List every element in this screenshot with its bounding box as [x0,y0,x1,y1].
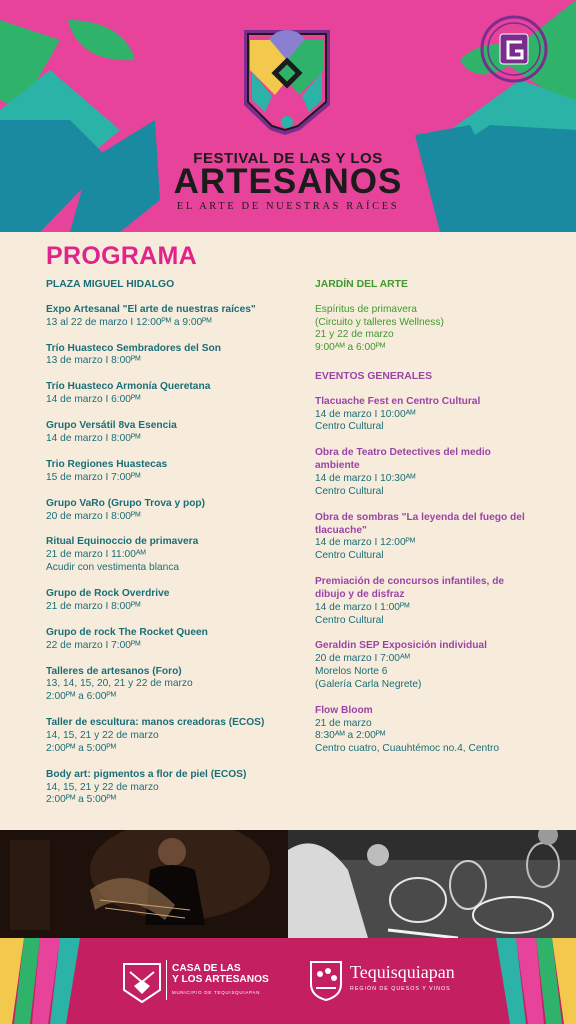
event-item [46,459,291,485]
event-title: Body art: pigmentos a flor de piel (ECOS) [46,768,247,780]
event-detail: Centro Cultural [315,550,384,562]
festival-title-line1: FESTIVAL DE LAS Y LOS [193,150,383,167]
event-title: Expo Artesanal "El arte de nuestras raíces" [46,303,256,315]
plaza-section-heading: PLAZA MIGUEL HIDALGO [46,279,175,290]
program-heading: PROGRAMA [46,242,198,270]
casa-artesanos-name [172,963,269,985]
event-title: Obra de Teatro Detectives del medio ambiente [315,447,491,472]
event-detail: 21 de marzo I 8:00ᴾᴹ [46,600,141,612]
casa-artesanos-line2: Y LOS ARTESANOS [172,974,269,985]
event-title: Premiación de concursos infantiles, de dibujo y de disfraz [315,576,505,600]
event-detail: 9:00ᴬᴹ a 6:00ᴾᴹ [315,342,386,354]
event-detail: Acudir con vestimenta blanca [46,562,180,574]
event-item [46,381,291,407]
event-item [46,498,291,524]
event-detail: Centro cuatro, Cuauhtémoc no.4, Centro [315,743,500,755]
artisan-weaving-photo [0,830,288,938]
event-detail: 13, 14, 15, 20, 21 y 22 de marzo [46,678,193,690]
tequisquiapan-shield-icon [308,958,344,1002]
festival-subtitle: EL ARTE DE NUESTRAS RAÍCES [176,201,400,212]
event-title: Obra de sombras "La leyenda del fuego del tlacuache" [315,511,525,536]
casa-artesanos-logo-icon [120,958,164,1004]
event-detail: 2:00ᴾᴹ a 6:00ᴾᴹ [46,691,116,703]
event-title: Trio Regiones Huastecas [46,458,168,470]
event-item [315,396,525,434]
footer-divider [166,960,167,1000]
general-section-heading: EVENTOS GENERALES [315,370,433,382]
right-column [315,279,525,769]
event-detail: Centro Cultural [315,485,384,497]
event-item [46,420,291,446]
casa-artesanos-subtitle: MUNICIPIO DE TEQUISQUIAPAN [172,990,261,995]
festival-header [0,0,576,232]
event-detail: 22 de marzo I 7:00ᴾᴹ [46,639,141,651]
event-detail: (Galería Carla Negrete) [315,678,422,690]
event-detail: 2:00ᴾᴹ a 5:00ᴾᴹ [46,794,116,806]
event-item [46,627,291,653]
festival-title-line2: ARTESANOS [173,162,403,201]
event-detail: 13 al 22 de marzo I 12:00ᴾᴹ a 9:00ᴾᴹ [46,316,212,328]
event-title: Grupo de rock The Rocket Queen [46,626,208,638]
event-detail: (Circuito y talleres Wellness) [315,316,444,328]
event-item [315,705,525,756]
event-title: Grupo de Rock Overdrive [46,588,170,600]
event-detail: 21 de marzo I 11:00ᴬᴹ [46,549,146,561]
event-title: Trío Huasteco Armonía Queretana [46,381,211,393]
event-detail: 15 de marzo I 7:00ᴾᴹ [46,471,141,483]
event-title: Grupo VaRo (Grupo Trova y pop) [46,497,206,509]
event-item [46,666,291,704]
casa-artesanos-line1: CASA DE LAS [172,963,241,974]
event-detail: 14 de marzo I 10:30ᴬᴹ [315,472,416,484]
event-item [46,536,291,574]
event-title: Espíritus de primavera [315,303,417,315]
event-title: Talleres de artesanos (Foro) [46,665,182,677]
event-detail: 14 de marzo I 8:00ᴾᴹ [46,432,141,444]
program-section [0,232,576,830]
tequisquiapan-g-badge-icon [474,14,554,84]
event-title: Geraldin SEP Exposición individual [315,640,487,652]
event-item [46,769,291,807]
event-item [315,640,525,691]
event-item [46,717,291,755]
event-item [315,576,525,627]
jardin-event [315,304,525,355]
event-detail: 13 de marzo I 8:00ᴾᴹ [46,355,141,367]
photo-strip [0,830,576,938]
event-detail: Centro Cultural [315,421,384,433]
footer-decoration [0,938,576,1024]
event-item [46,343,291,369]
artisans-workshop-photo [288,830,576,938]
event-item [315,447,525,498]
event-title: Grupo Versátil 8va Esencia [46,420,177,432]
event-detail: 14 de marzo I 10:00ᴬᴹ [315,408,416,420]
tequisquiapan-name: Tequisquiapan [350,962,455,982]
event-detail: 14, 15, 21 y 22 de marzo [46,781,159,793]
event-item [46,304,291,330]
event-detail: Centro Cultural [315,614,384,626]
event-detail: 14, 15, 21 y 22 de marzo [46,730,159,741]
plaza-column [46,279,291,820]
event-detail: 8:30ᴬᴹ a 2:00ᴾᴹ [315,730,386,742]
event-detail: 21 y 22 de marzo [315,329,394,341]
event-detail: 20 de marzo I 8:00ᴾᴹ [46,510,141,522]
event-item [315,512,525,563]
event-title: Tlacuache Fest en Centro Cultural [315,395,481,407]
event-title: Taller de escultura: manos creadoras (ECOS) [46,717,265,729]
tequisquiapan-subtitle: REGIÓN DE QUESOS Y VINOS [350,986,451,992]
jardin-section-heading: JARDÍN DEL ARTE [315,279,408,290]
event-title: Trío Huasteco Sembradores del Son [46,342,221,354]
event-detail: 20 de marzo I 7:00ᴬᴹ [315,653,410,665]
event-title: Ritual Equinoccio de primavera [46,536,199,548]
festival-hands-logo-icon [244,30,330,135]
event-detail: 2:00ᴾᴹ a 5:00ᴾᴹ [46,742,116,754]
event-title: Flow Bloom [315,704,373,716]
event-detail: 14 de marzo I 1:00ᴾᴹ [315,601,410,613]
event-detail: 21 de marzo [315,717,372,729]
footer-bar [0,938,576,1024]
event-item [46,588,291,614]
event-detail: 14 de marzo I 12:00ᴾᴹ [315,537,416,549]
event-detail: 14 de marzo I 6:00ᴾᴹ [46,394,141,406]
event-detail: Morelos Norte 6 [315,666,388,678]
